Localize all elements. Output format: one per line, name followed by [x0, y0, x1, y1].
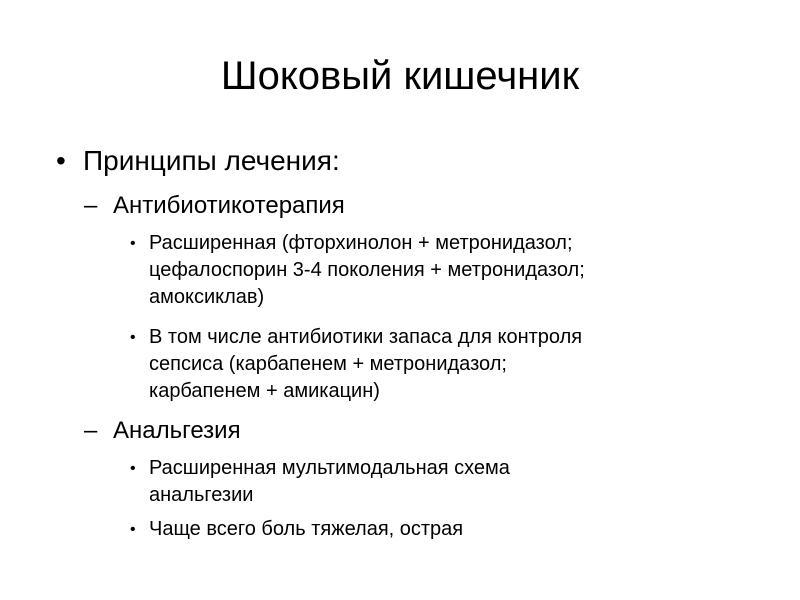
text-line: цефалоспорин 3-4 поколения + метронидазол; — [149, 259, 585, 281]
text-line: карбапенем + амикацин) — [149, 380, 380, 402]
dash-marker: – — [84, 417, 98, 444]
dash-marker: – — [84, 192, 98, 219]
list-item-text — [149, 230, 749, 311]
bullet-label: Принципы лечения: — [83, 145, 340, 176]
text-line: сепсиса (карбапенем + метронидазол; — [149, 353, 507, 375]
slide-title: Шоковый кишечник — [220, 54, 580, 98]
text-line: Расширенная мультимодальная схема — [149, 457, 510, 479]
list-item-text — [149, 516, 749, 543]
bullet-marker: • — [130, 521, 136, 538]
bullet-marker: • — [130, 235, 136, 252]
subbullet-label: Антибиотикотерапия — [113, 192, 345, 219]
text-line: анальгезии — [149, 484, 254, 506]
list-item-text — [149, 324, 749, 405]
text-line: Чаще всего боль тяжелая, острая — [149, 518, 464, 540]
subbullet-label: Анальгезия — [113, 417, 241, 444]
list-item-text — [149, 455, 749, 509]
bullet-marker: • — [130, 329, 136, 346]
bullet-marker: • — [56, 145, 66, 176]
bullet-marker: • — [130, 460, 136, 477]
text-line: амоксиклав) — [149, 286, 265, 308]
text-line: Расширенная (фторхинолон + метронидазол; — [149, 232, 573, 254]
text-line: В том числе антибиотики запаса для контроля — [149, 326, 583, 348]
